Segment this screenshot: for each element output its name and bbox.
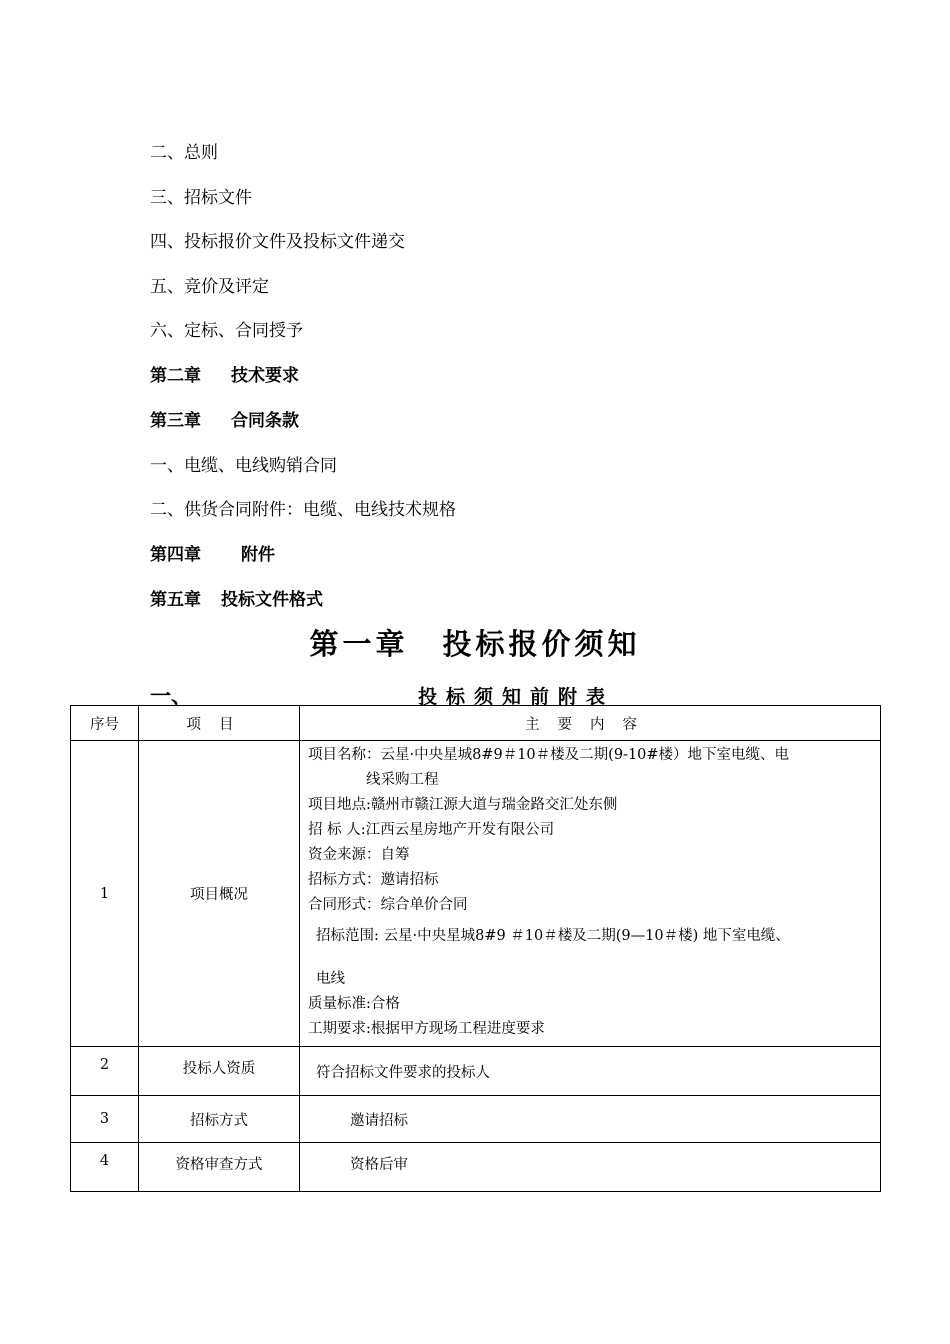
header-content: 主要内容 xyxy=(300,706,881,741)
toc-chapter xyxy=(150,366,299,386)
detail-line: 项目地点:赣州市赣江源大道与瑞金路交汇处东侧 xyxy=(308,797,618,813)
toc-chapter-title: 附件 xyxy=(241,545,275,565)
table-row xyxy=(71,1047,881,1096)
detail-line: 招 标 人:江西云星房地产开发有限公司 xyxy=(308,822,555,838)
toc-chapter-num: 第五章 xyxy=(150,590,201,610)
appendix-table xyxy=(70,705,881,1192)
toc-item: 二、总则 xyxy=(150,143,218,163)
section-num: 一、 xyxy=(150,684,192,708)
header-no: 序号 xyxy=(71,706,139,741)
detail-line: 合同形式：综合单价合同 xyxy=(308,897,468,913)
toc-chapter xyxy=(150,411,299,431)
table-header-row xyxy=(71,706,881,741)
row-no: 4 xyxy=(71,1143,139,1192)
detail-line: 电线 xyxy=(316,971,345,987)
detail-line: 招标方式：邀请招标 xyxy=(308,872,439,888)
row-item: 项目概况 xyxy=(139,741,300,1047)
toc-chapter xyxy=(150,545,275,565)
detail-line: 项目名称：云星·中央星城8#9＃10＃楼及二期(9-10#楼）地下室电缆、电 xyxy=(308,747,790,763)
table-row xyxy=(71,1143,881,1192)
toc-chapter-num: 第三章 xyxy=(150,411,201,431)
chapter-num: 第一章 xyxy=(309,627,409,661)
toc-item: 五、竞价及评定 xyxy=(150,277,269,297)
section-title: 投标须知前附表 xyxy=(418,686,615,708)
row-no: 3 xyxy=(71,1096,139,1143)
detail-line: 资金来源：自筹 xyxy=(308,847,410,863)
row-no: 2 xyxy=(71,1047,139,1096)
row-content: 资格后审 xyxy=(300,1143,881,1192)
row-item: 投标人资质 xyxy=(139,1047,300,1096)
toc-chapter-num: 第四章 xyxy=(150,545,201,565)
row-no: 1 xyxy=(71,741,139,1047)
toc-chapter-title: 技术要求 xyxy=(231,366,299,386)
row-item: 资格审查方式 xyxy=(139,1143,300,1192)
toc-chapter-title: 投标文件格式 xyxy=(221,590,323,610)
row-item: 招标方式 xyxy=(139,1096,300,1143)
table-row xyxy=(71,1096,881,1143)
toc-item: 三、招标文件 xyxy=(150,188,252,208)
chapter-title: 投标报价须知 xyxy=(442,627,641,661)
table-row xyxy=(71,741,881,1047)
toc-chapter xyxy=(150,590,323,610)
chapter-heading xyxy=(0,622,950,663)
toc-item: 四、投标报价文件及投标文件递交 xyxy=(150,232,405,252)
toc-chapter-num: 第二章 xyxy=(150,366,201,386)
row-content xyxy=(300,741,881,1047)
detail-line: 线采购工程 xyxy=(366,772,439,788)
toc-item: 六、定标、合同授予 xyxy=(150,321,303,341)
detail-line: 工期要求:根据甲方现场工程进度要求 xyxy=(308,1021,545,1037)
toc-item: 一、电缆、电线购销合同 xyxy=(150,456,337,476)
detail-line: 质量标准:合格 xyxy=(308,996,400,1012)
header-item: 项目 xyxy=(139,706,300,741)
row-content: 符合招标文件要求的投标人 xyxy=(300,1047,881,1096)
detail-line: 招标范围: 云星·中央星城8#9 ＃10＃楼及二期(9—10＃楼) 地下室电缆、 xyxy=(316,928,790,944)
toc-chapter-title: 合同条款 xyxy=(231,411,299,431)
row-content: 邀请招标 xyxy=(300,1096,881,1143)
toc-item: 二、供货合同附件：电缆、电线技术规格 xyxy=(150,500,456,520)
